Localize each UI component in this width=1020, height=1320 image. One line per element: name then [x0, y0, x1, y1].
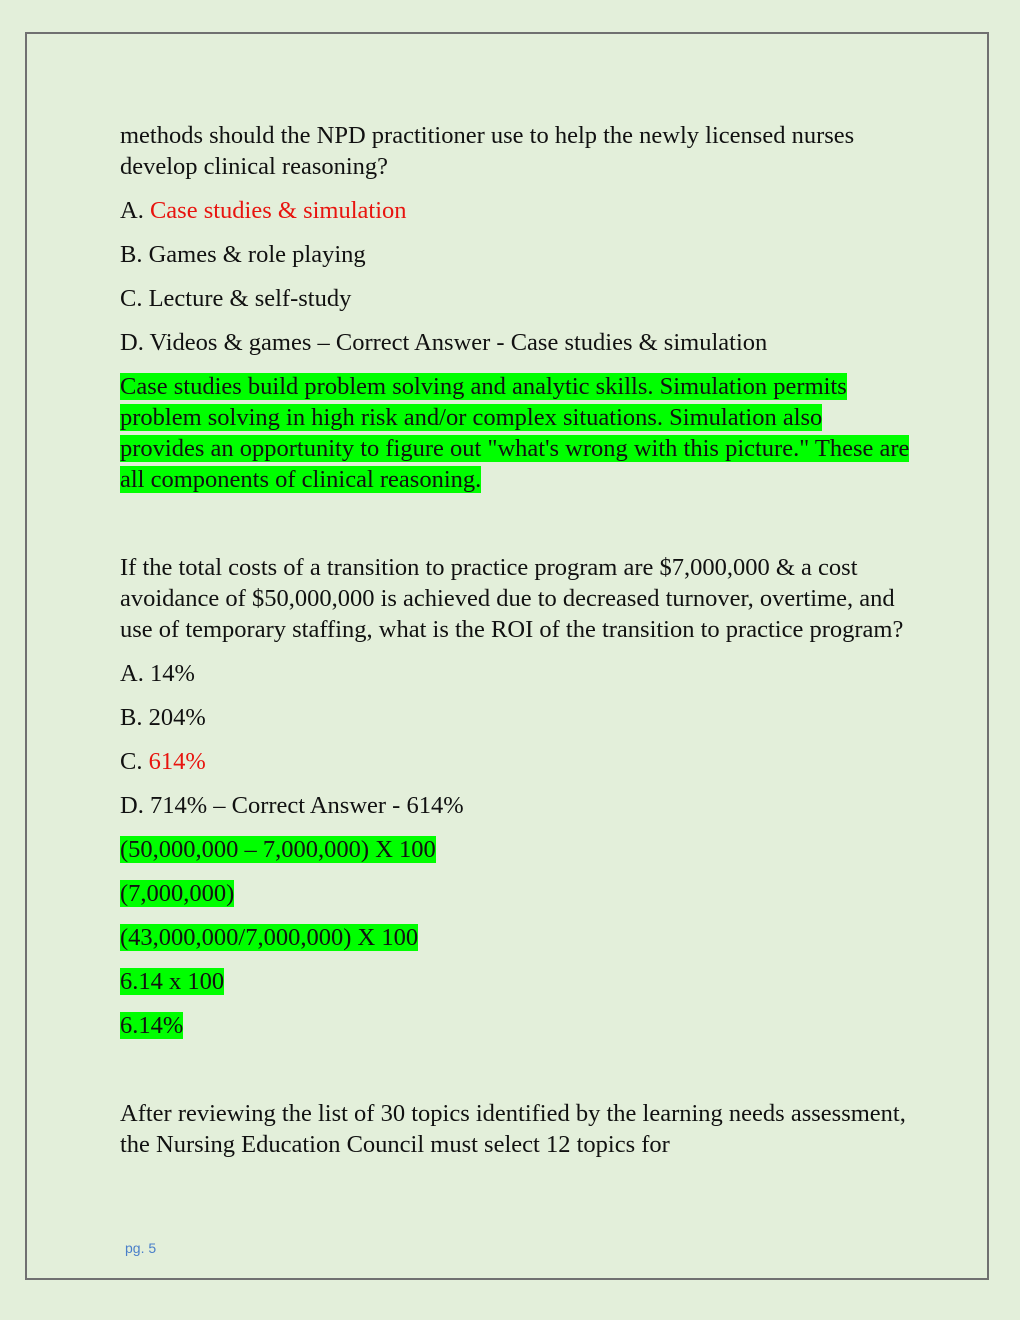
q1-option-d	[120, 327, 910, 358]
q2-work-line-5	[120, 1010, 910, 1041]
option-text: Videos & games – Correct Answer - Case studies & simulation	[149, 329, 768, 356]
spacer	[120, 508, 910, 552]
option-letter: C.	[120, 748, 149, 775]
q2-work-line-2	[120, 878, 910, 909]
q2-work-line-1	[120, 834, 910, 865]
option-text: Lecture & self-study	[148, 285, 352, 312]
option-letter: B.	[120, 241, 149, 268]
option-letter: D.	[120, 792, 150, 819]
q2-work-line-4	[120, 966, 910, 997]
q3-stem: After reviewing the list of 30 topics identified by the learning needs assessment, the Nursing Education Council must select 12 topics for	[120, 1100, 906, 1158]
work-highlight: (50,000,000 – 7,000,000) X 100	[120, 836, 436, 863]
highlighted-answer: 614%	[148, 748, 206, 775]
q2-stem: If the total costs of a transition to practice program are $7,000,000 & a cost avoidance of $50,000,000 is achieved due to decreased turnover, overtime, and use of temporary staffing, what is the ROI of the transition to practice program?	[120, 554, 904, 643]
q1-option-a	[120, 195, 910, 226]
page-content	[120, 120, 910, 1173]
option-letter: D.	[120, 329, 150, 356]
spacer	[120, 1054, 910, 1098]
q1-stem: methods should the NPD practitioner use to help the newly licensed nurses develop clinical reasoning?	[120, 122, 855, 180]
option-text: Games & role playing	[148, 241, 366, 268]
option-letter: C.	[120, 285, 149, 312]
option-text: 714% – Correct Answer - 614%	[149, 792, 464, 819]
rationale-highlight: Case studies build problem solving and analytic skills. Simulation permits problem solving in high risk and/or complex situations. Simulation also provides an opportunity to figure out "what's wrong with this picture." These are all components of clinical reasoning.	[120, 373, 910, 493]
option-text: 204%	[148, 704, 206, 731]
option-letter: A.	[120, 197, 150, 224]
page-number: pg. 5	[125, 1240, 157, 1256]
highlighted-answer: Case studies & simulation	[149, 197, 407, 224]
q1-option-c	[120, 283, 910, 314]
q2-option-b	[120, 702, 910, 733]
work-highlight: 6.14 x 100	[120, 968, 225, 995]
q2-work-line-3	[120, 922, 910, 953]
q1-option-b	[120, 239, 910, 270]
work-highlight: (43,000,000/7,000,000) X 100	[120, 924, 419, 951]
q2-option-a	[120, 658, 910, 689]
option-letter: A.	[120, 660, 150, 687]
q1-rationale	[120, 371, 910, 495]
option-letter: B.	[120, 704, 149, 731]
q2-option-c	[120, 746, 910, 777]
work-highlight: 6.14%	[120, 1012, 184, 1039]
work-highlight: (7,000,000)	[120, 880, 235, 907]
q2-option-d	[120, 790, 910, 821]
option-text: 14%	[149, 660, 195, 687]
